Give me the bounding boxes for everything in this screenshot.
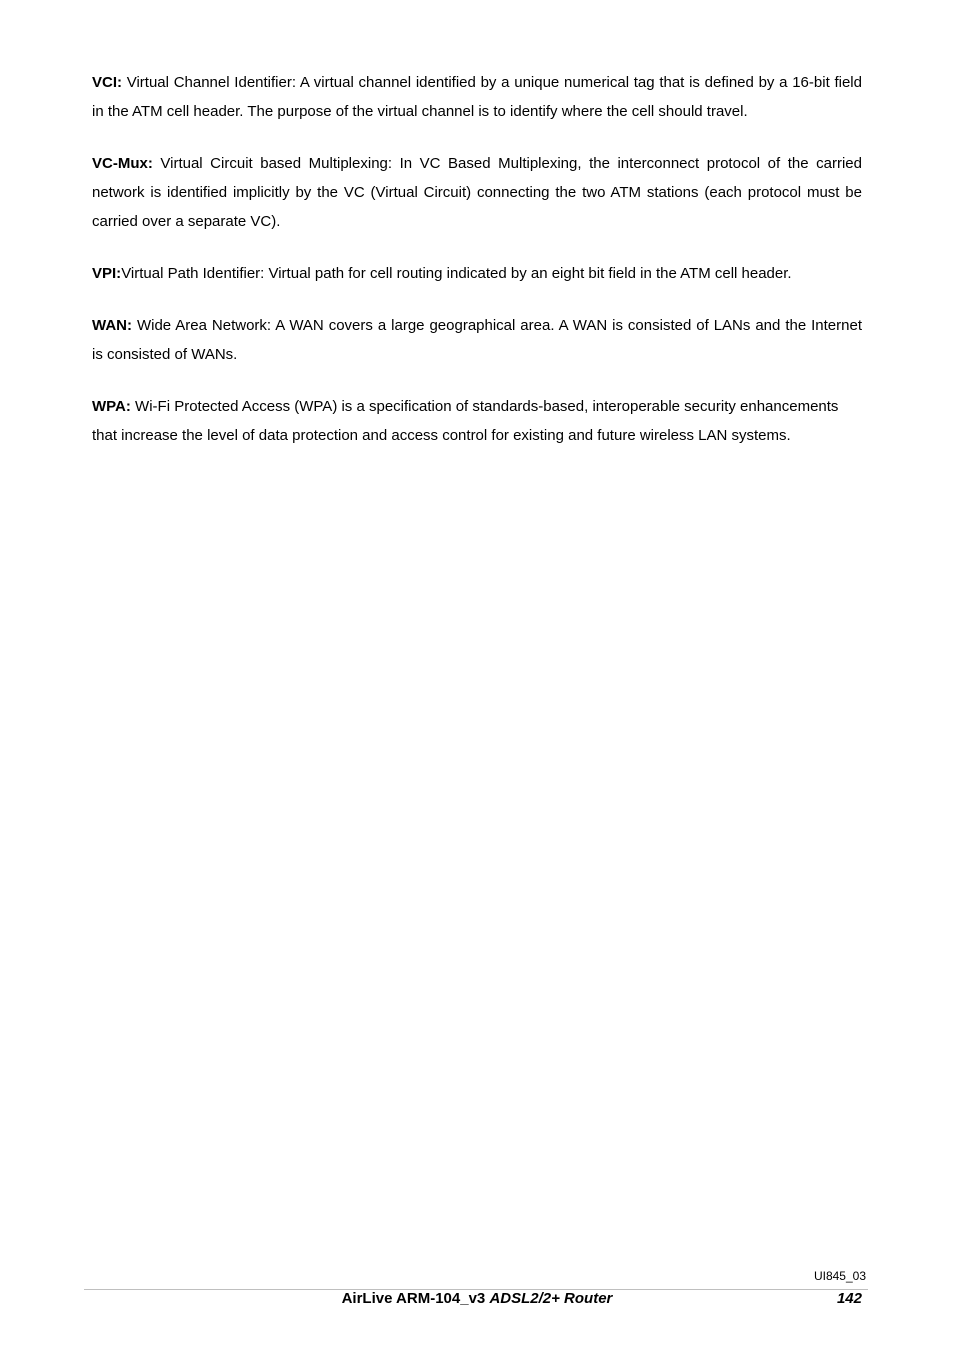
footer-product-type: ADSL2/2+ Router <box>489 1290 613 1307</box>
glossary-entry-wpa <box>92 392 862 450</box>
footer-product-name: AirLive ARM-104_v3 <box>341 1290 486 1307</box>
term-wan: WAN: <box>92 317 132 334</box>
term-wpa: WPA: <box>92 398 131 415</box>
glossary-entry-vc-mux <box>92 149 862 236</box>
glossary-entry-vpi <box>92 259 862 288</box>
document-code: UI845_03 <box>813 1269 866 1283</box>
glossary-entry-wan <box>92 311 862 369</box>
definition-wan: Wide Area Network: A WAN covers a large geographical area. A WAN is consisted of LANs and the Internet is consisted of WANs. <box>92 317 862 363</box>
definition-vc-mux: Virtual Circuit based Multiplexing: In VC Based Multiplexing, the interconnect protocol of the carried network is identified implicitly by the VC (Virtual Circuit) connecting the two ATM stations (each protocol must be carried over a separate VC). <box>92 155 862 230</box>
footer-title <box>0 1290 954 1308</box>
definition-vci: Virtual Channel Identifier: A virtual channel identified by a unique numerical tag that is defined by a 16-bit field in the ATM cell header. The purpose of the virtual channel is to identify where the cell should travel. <box>92 74 862 120</box>
page-number: 142 <box>836 1290 862 1307</box>
glossary-content <box>92 68 862 473</box>
definition-vpi: Virtual Path Identifier: Virtual path for cell routing indicated by an eight bit field in the ATM cell header. <box>121 265 792 282</box>
term-vpi: VPI: <box>92 265 122 282</box>
term-vci: VCI: <box>92 74 122 91</box>
definition-wpa: Wi-Fi Protected Access (WPA) is a specification of standards-based, interoperable security enhancements that increase the level of data protection and access control for existing and future wireless LAN systems. <box>92 398 839 444</box>
glossary-entry-vci <box>92 68 862 126</box>
term-vc-mux: VC-Mux: <box>92 155 153 172</box>
